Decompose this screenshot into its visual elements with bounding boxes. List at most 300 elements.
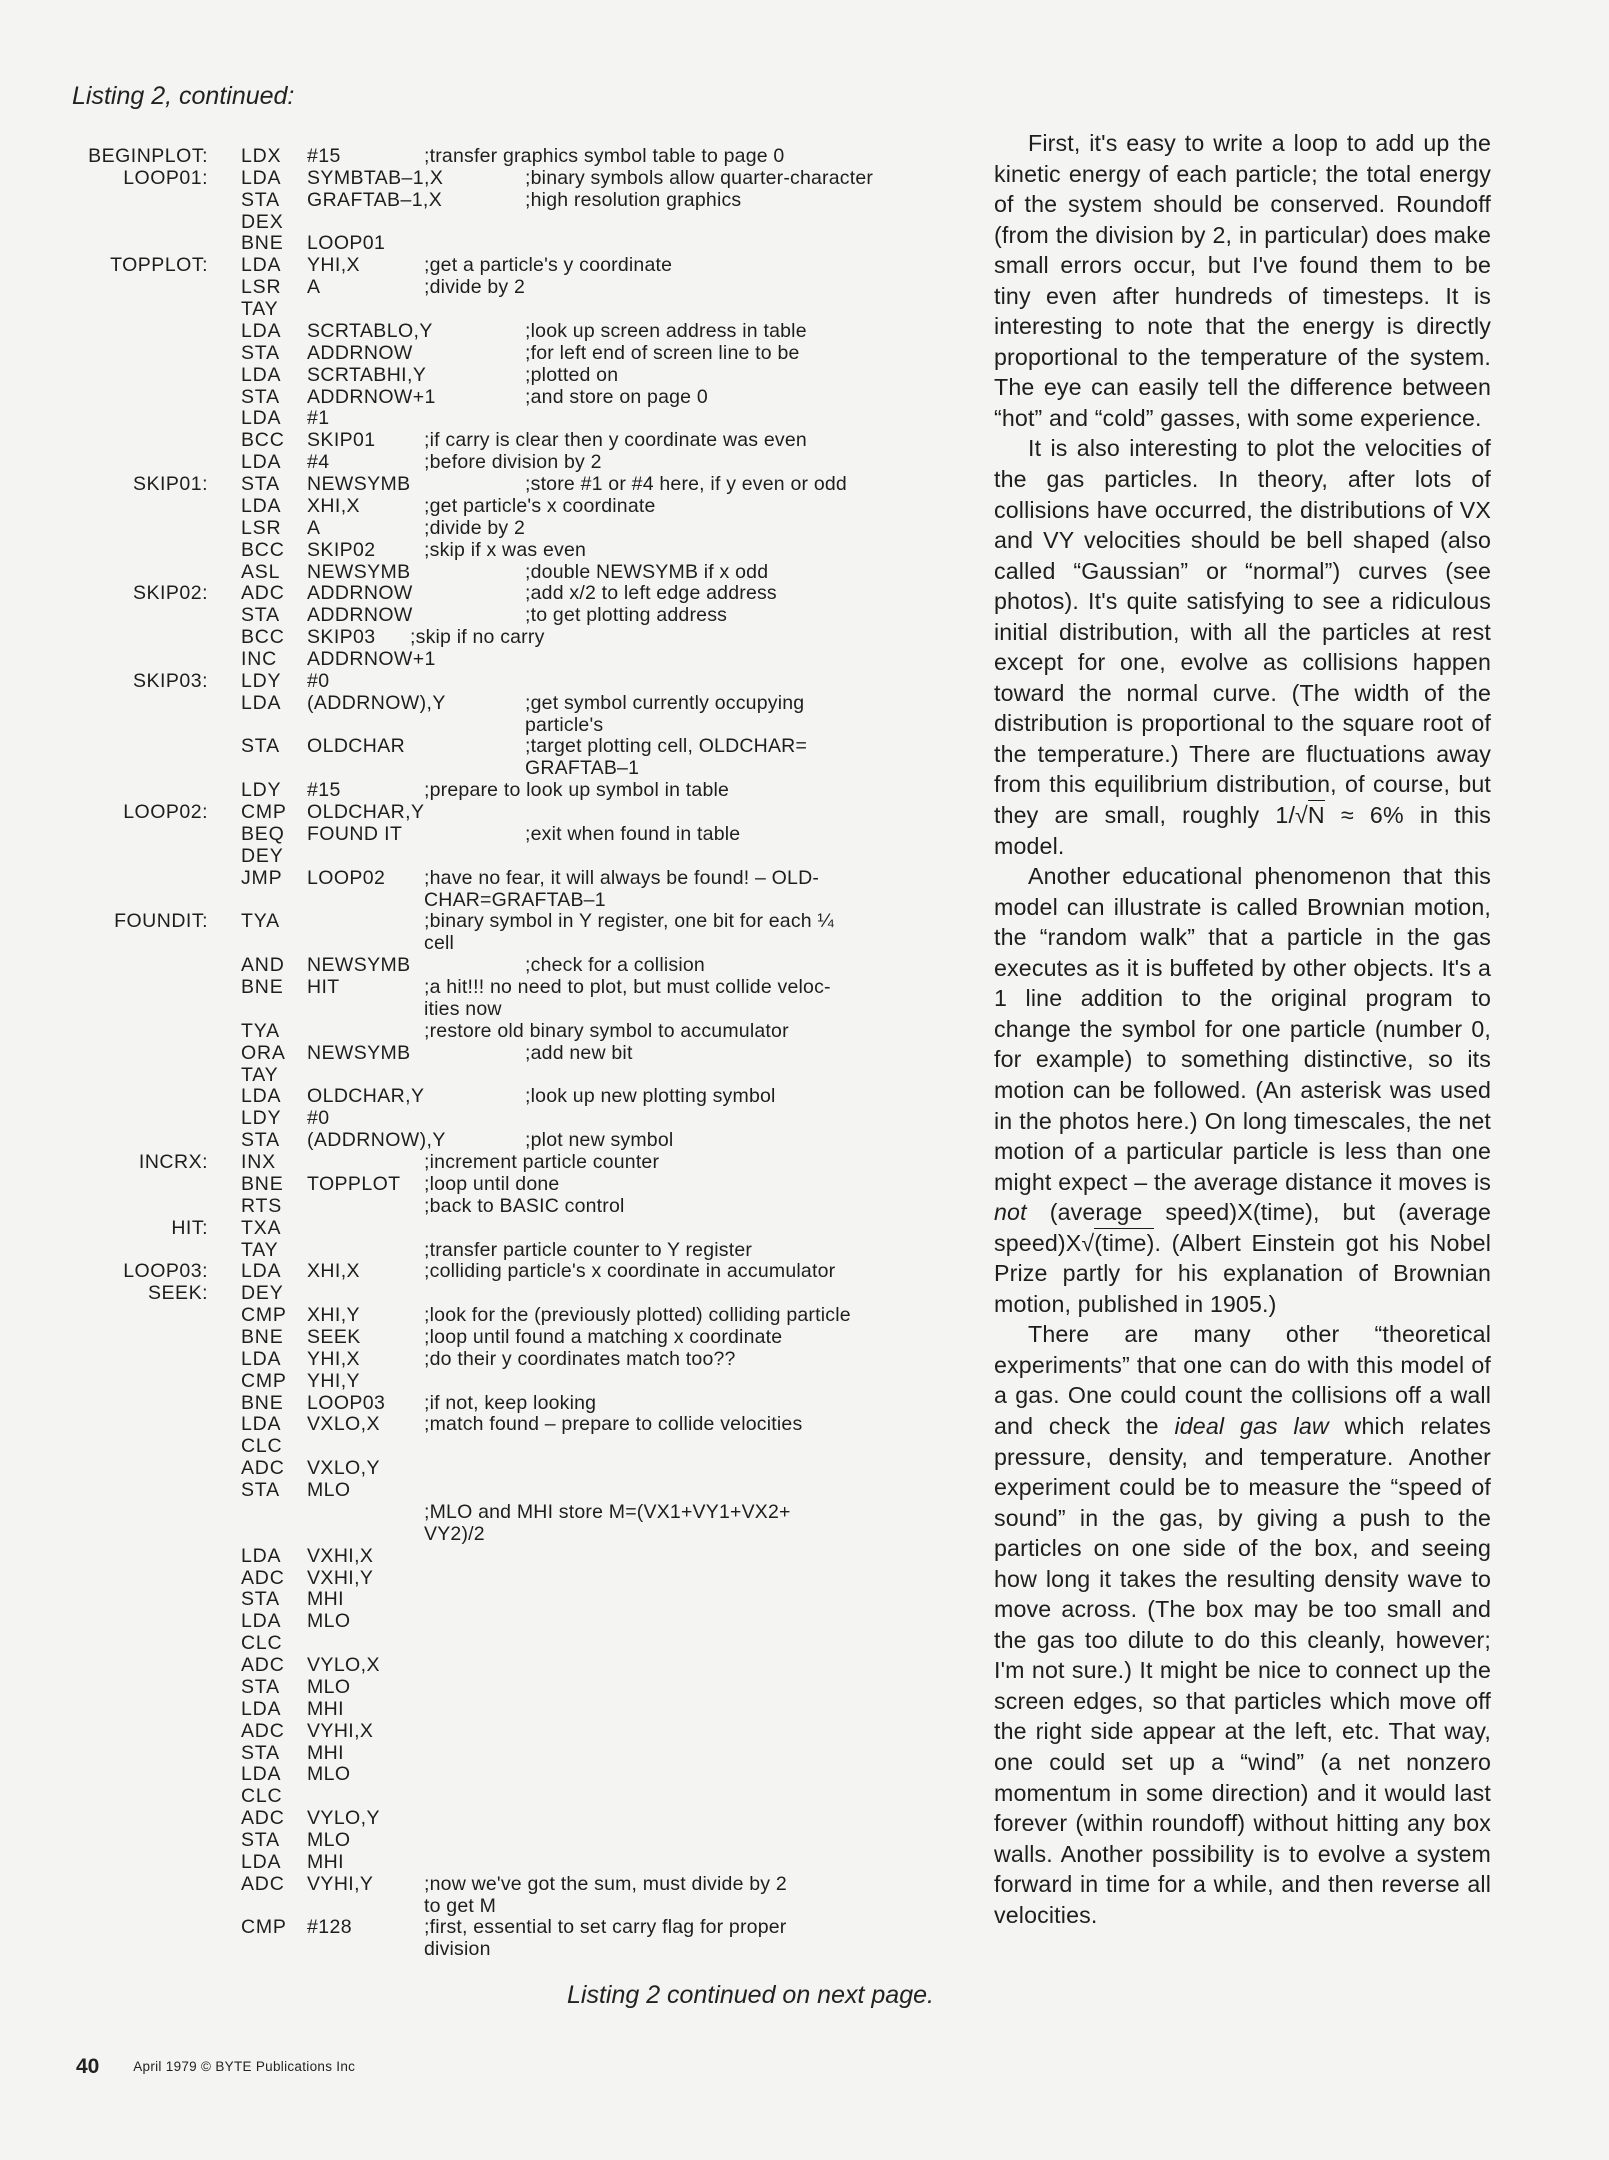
listing-opcode: BNE bbox=[241, 1391, 284, 1414]
listing-comment: ;plot new symbol bbox=[525, 1129, 674, 1152]
listing-opcode: ASL bbox=[241, 560, 281, 583]
listing-line bbox=[0, 1326, 960, 1348]
listing-opcode: LDA bbox=[241, 1697, 282, 1720]
listing-operand: MHI bbox=[307, 1588, 344, 1611]
code-listing bbox=[0, 145, 960, 1970]
listing-line bbox=[0, 407, 960, 429]
listing-comment: cell bbox=[424, 932, 455, 955]
listing-line bbox=[0, 1107, 960, 1129]
listing-line bbox=[0, 167, 960, 189]
listing-line bbox=[0, 1588, 960, 1610]
listing-comment: ;add x/2 to left edge address bbox=[525, 582, 777, 605]
listing-comment: ;divide by 2 bbox=[424, 516, 526, 539]
listing-operand: VYLO,X bbox=[307, 1654, 380, 1677]
listing-label: TOPPLOT: bbox=[110, 254, 208, 277]
listing-line bbox=[0, 779, 960, 801]
listing-operand: OLDCHAR bbox=[307, 735, 406, 758]
listing-opcode: ADC bbox=[241, 1719, 285, 1742]
listing-opcode: LDA bbox=[241, 494, 282, 517]
listing-operand: #15 bbox=[307, 145, 341, 167]
listing-opcode: STA bbox=[241, 341, 280, 364]
listing-operand: (ADDRNOW),Y bbox=[307, 1129, 446, 1152]
listing-operand: #0 bbox=[307, 1107, 330, 1130]
listing-line bbox=[0, 954, 960, 976]
listing-line bbox=[0, 998, 960, 1020]
listing-comment: division bbox=[424, 1938, 491, 1961]
listing-opcode: DEX bbox=[241, 210, 284, 233]
listing-comment: ;loop until found a matching x coordinate bbox=[424, 1325, 783, 1348]
listing-opcode: ORA bbox=[241, 1041, 286, 1064]
listing-opcode: LDA bbox=[241, 451, 282, 474]
listing-line bbox=[0, 517, 960, 539]
listing-comment: ;if not, keep looking bbox=[424, 1391, 597, 1414]
listing-opcode: ADC bbox=[241, 1807, 285, 1830]
listing-line bbox=[0, 342, 960, 364]
listing-opcode: TYA bbox=[241, 910, 280, 933]
listing-line bbox=[0, 1348, 960, 1370]
text-run: ≈ 6% in this model. bbox=[994, 802, 1492, 859]
listing-line bbox=[0, 1064, 960, 1086]
listing-operand: SCRTABHI,Y bbox=[307, 363, 427, 386]
listing-continued-note: Listing 2 continued on next page. bbox=[567, 1981, 934, 2009]
listing-opcode: STA bbox=[241, 473, 280, 496]
listing-line bbox=[0, 429, 960, 451]
text-run: which relates pressure, density, and temperature. Another experiment could be to measure the “speed of sound” in the gas, by giving a push to the particles on one side of the box, and seeing how long it takes the resulting density wave to move across. (The box may be too small and the gas too dilute to do this cleanly, however; I'm not sure.) It might be nice to connect up the screen edges, so that particles which move off the right side appear at the left, etc. That way, one could set up a “wind” (a net nonzero momentum in some direction) and it would last forever (within roundoff) without hitting any box walls. Another possibility is to evolve a system forward in time for a while, and then reverse all velocities. bbox=[994, 1412, 1491, 1928]
listing-line bbox=[0, 1151, 960, 1173]
listing-comment: ;have no fear, it will always be found! – OLD- bbox=[424, 866, 820, 889]
listing-label: SKIP02: bbox=[132, 582, 208, 605]
listing-opcode: BNE bbox=[241, 1325, 284, 1348]
listing-line bbox=[0, 1567, 960, 1589]
listing-opcode: CMP bbox=[241, 1304, 287, 1327]
listing-label: FOUNDIT: bbox=[114, 910, 208, 933]
listing-opcode: TAY bbox=[241, 298, 279, 321]
text-run: First, it's easy to write a loop to add up the kinetic energy of each particle; the total energy of the system should be conserved. Roundoff (from the division by 2, in particular) does make small errors occur, but I've found them to be tiny even after hundreds of timesteps. It is interesting to note that the energy is directly proportional to the temperature of the system. The eye can easily tell the difference between “hot” and “cold” gasses, with some experience. bbox=[994, 130, 1491, 431]
listing-comment: ;double NEWSYMB if x odd bbox=[525, 560, 769, 583]
listing-comment: ;restore old binary symbol to accumulator bbox=[424, 1019, 789, 1042]
listing-opcode: STA bbox=[241, 735, 280, 758]
listing-opcode: STA bbox=[241, 1828, 280, 1851]
listing-opcode: STA bbox=[241, 1675, 280, 1698]
listing-opcode: JMP bbox=[241, 866, 283, 889]
listing-opcode: INC bbox=[241, 648, 277, 670]
listing-comment: ities now bbox=[424, 997, 502, 1020]
listing-comment: ;target plotting cell, OLDCHAR= bbox=[525, 735, 808, 758]
listing-line bbox=[0, 1501, 960, 1523]
listing-comment: ;binary symbol in Y register, one bit for each ¼ bbox=[424, 910, 834, 933]
listing-line bbox=[0, 1654, 960, 1676]
listing-line bbox=[0, 189, 960, 211]
listing-opcode: BNE bbox=[241, 976, 284, 999]
listing-line bbox=[0, 1020, 960, 1042]
listing-operand: VXLO,Y bbox=[307, 1457, 380, 1480]
listing-line bbox=[0, 320, 960, 342]
listing-comment: ;colliding particle's x coordinate in accumulator bbox=[424, 1260, 836, 1283]
listing-opcode: BNE bbox=[241, 232, 284, 255]
listing-opcode: DEY bbox=[241, 1282, 284, 1305]
listing-line bbox=[0, 626, 960, 648]
listing-line bbox=[0, 1807, 960, 1829]
article-paragraph bbox=[994, 433, 1491, 861]
listing-operand: NEWSYMB bbox=[307, 954, 411, 977]
listing-operand: SKIP02 bbox=[307, 538, 376, 561]
listing-opcode: LSR bbox=[241, 516, 282, 539]
listing-comment: ;skip if no carry bbox=[410, 626, 545, 649]
listing-label: SKIP03: bbox=[132, 669, 208, 692]
listing-comment: ;back to BASIC control bbox=[424, 1194, 625, 1217]
text-run: It is also interesting to plot the velocities of the gas particles. In theory, after lots of collisions have occurred, the distributions of VX and VY velocities should be bell shaped (also called “Gaussian” or “normal”) curves (see photos). It's quite satisfying to see a ridiculous initial distribution, with all the particles at rest except for one, evolve as collisions happen toward the normal curve. (The width of the distribution is proportional to the square root of the temperature.) There are fluctuations away from this equilibrium distribution, of course, but they are small, roughly 1/√ bbox=[994, 435, 1491, 829]
listing-operand: #4 bbox=[307, 451, 330, 474]
listing-opcode: BEQ bbox=[241, 822, 285, 845]
listing-comment: ;store #1 or #4 here, if y even or odd bbox=[525, 473, 847, 496]
listing-line bbox=[0, 1632, 960, 1654]
emphasis-text: ideal gas law bbox=[1174, 1412, 1329, 1439]
listing-label: HIT: bbox=[171, 1216, 208, 1239]
listing-operand: XHI,Y bbox=[307, 1304, 360, 1327]
listing-line bbox=[0, 364, 960, 386]
listing-opcode: TYA bbox=[241, 1019, 280, 1042]
listing-operand: LOOP02 bbox=[307, 866, 386, 889]
listing-comment: ;prepare to look up symbol in table bbox=[424, 779, 730, 802]
listing-line bbox=[0, 1938, 960, 1960]
listing-opcode: RTS bbox=[241, 1194, 283, 1217]
listing-line bbox=[0, 845, 960, 867]
listing-line bbox=[0, 670, 960, 692]
listing-comment: ;get symbol currently occupying bbox=[525, 691, 805, 714]
listing-line bbox=[0, 867, 960, 889]
listing-operand: SKIP01 bbox=[307, 429, 376, 452]
listing-opcode: ADC bbox=[241, 1566, 285, 1589]
listing-comment: ;skip if x was even bbox=[424, 538, 587, 561]
listing-comment: ;a hit!!! no need to plot, but must collide veloc- bbox=[424, 976, 831, 999]
listing-line bbox=[0, 473, 960, 495]
listing-opcode: DEY bbox=[241, 844, 284, 867]
listing-line bbox=[0, 386, 960, 408]
listing-line bbox=[0, 823, 960, 845]
listing-line bbox=[0, 932, 960, 954]
listing-operand: ADDRNOW+1 bbox=[307, 385, 436, 408]
listing-comment: ;look up new plotting symbol bbox=[525, 1085, 776, 1108]
listing-comment: GRAFTAB–1 bbox=[525, 757, 640, 780]
listing-operand: MLO bbox=[307, 1610, 351, 1633]
listing-line bbox=[0, 889, 960, 911]
listing-operand: FOUND IT bbox=[307, 822, 403, 845]
listing-line bbox=[0, 1676, 960, 1698]
listing-comment: to get M bbox=[424, 1894, 497, 1917]
listing-opcode: ADC bbox=[241, 582, 285, 605]
listing-opcode: CLC bbox=[241, 1785, 283, 1808]
listing-line bbox=[0, 801, 960, 823]
listing-operand: LOOP03 bbox=[307, 1391, 386, 1414]
listing-line bbox=[0, 757, 960, 779]
listing-operand: VYLO,Y bbox=[307, 1807, 380, 1830]
listing-operand: A bbox=[307, 516, 321, 539]
text-run: There are many other “theoretical experiments” that one can do with this model of a gas. One could count the collisions off a wall and check the bbox=[994, 1321, 1491, 1439]
listing-comment: ;get a particle's y coordinate bbox=[424, 254, 673, 277]
listing-line bbox=[0, 1785, 960, 1807]
listing-operand: NEWSYMB bbox=[307, 1041, 411, 1064]
listing-opcode: LSR bbox=[241, 276, 282, 299]
listing-opcode: BCC bbox=[241, 429, 285, 452]
listing-line bbox=[0, 211, 960, 233]
emphasis-text: not bbox=[994, 1199, 1027, 1226]
listing-label: LOOP02: bbox=[123, 801, 208, 824]
listing-comment: ;loop until done bbox=[424, 1172, 560, 1195]
listing-comment: ;MLO and MHI store M=(VX1+VY1+VX2+ bbox=[424, 1500, 791, 1523]
listing-line bbox=[0, 232, 960, 254]
listing-opcode: LDY bbox=[241, 669, 282, 692]
listing-opcode: TAY bbox=[241, 1238, 279, 1261]
listing-operand: TOPPLOT bbox=[307, 1172, 401, 1195]
listing-operand: VXLO,X bbox=[307, 1413, 380, 1436]
listing-operand: NEWSYMB bbox=[307, 473, 411, 496]
listing-comment: ;transfer particle counter to Y register bbox=[424, 1238, 753, 1261]
listing-opcode: LDA bbox=[241, 407, 282, 430]
listing-operand: MLO bbox=[307, 1675, 351, 1698]
listing-line bbox=[0, 648, 960, 670]
listing-operand: YHI,Y bbox=[307, 1369, 360, 1392]
listing-line bbox=[0, 495, 960, 517]
listing-operand: OLDCHAR,Y bbox=[307, 1085, 425, 1108]
listing-operand: ADDRNOW+1 bbox=[307, 648, 436, 670]
listing-line bbox=[0, 692, 960, 714]
listing-opcode: CMP bbox=[241, 1916, 287, 1939]
listing-line bbox=[0, 1217, 960, 1239]
listing-opcode: LDA bbox=[241, 1347, 282, 1370]
listing-comment: ;transfer graphics symbol table to page 0 bbox=[424, 145, 785, 167]
listing-operand: VYHI,Y bbox=[307, 1872, 374, 1895]
listing-comment: ;for left end of screen line to be bbox=[525, 341, 800, 364]
listing-comment: ;increment particle counter bbox=[424, 1151, 660, 1174]
listing-line bbox=[0, 1610, 960, 1632]
listing-opcode: LDA bbox=[241, 1850, 282, 1873]
listing-line bbox=[0, 1479, 960, 1501]
listing-opcode: LDA bbox=[241, 254, 282, 277]
listing-heading: Listing 2, continued: bbox=[72, 82, 295, 110]
listing-opcode: TXA bbox=[241, 1216, 282, 1239]
listing-opcode: BCC bbox=[241, 538, 285, 561]
listing-comment: ;high resolution graphics bbox=[525, 188, 742, 211]
listing-operand: #128 bbox=[307, 1916, 352, 1939]
listing-opcode: BCC bbox=[241, 626, 285, 649]
listing-line bbox=[0, 582, 960, 604]
listing-line bbox=[0, 254, 960, 276]
listing-line bbox=[0, 1173, 960, 1195]
listing-label: LOOP03: bbox=[123, 1260, 208, 1283]
listing-line bbox=[0, 1895, 960, 1917]
listing-comment: ;do their y coordinates match too?? bbox=[424, 1347, 736, 1370]
listing-line bbox=[0, 714, 960, 736]
listing-line bbox=[0, 1042, 960, 1064]
article-paragraph bbox=[994, 1319, 1491, 1930]
listing-line bbox=[0, 1195, 960, 1217]
listing-opcode: LDA bbox=[241, 363, 282, 386]
listing-operand: GRAFTAB–1,X bbox=[307, 188, 443, 211]
listing-operand: YHI,X bbox=[307, 254, 360, 277]
listing-comment: ;look for the (previously plotted) colliding particle bbox=[424, 1304, 851, 1327]
listing-operand: ADDRNOW bbox=[307, 604, 413, 627]
listing-comment: ;check for a collision bbox=[525, 954, 705, 977]
listing-operand: XHI,X bbox=[307, 494, 360, 517]
listing-operand: #15 bbox=[307, 779, 341, 802]
listing-label: SKIP01: bbox=[132, 473, 208, 496]
listing-operand: A bbox=[307, 276, 321, 299]
listing-line bbox=[0, 910, 960, 932]
listing-opcode: ADC bbox=[241, 1872, 285, 1895]
article-paragraph bbox=[994, 861, 1491, 1319]
listing-opcode: STA bbox=[241, 1741, 280, 1764]
listing-line bbox=[0, 561, 960, 583]
listing-opcode: STA bbox=[241, 1129, 280, 1152]
listing-opcode: LDA bbox=[241, 1763, 282, 1786]
listing-line bbox=[0, 1085, 960, 1107]
listing-opcode: LDA bbox=[241, 166, 282, 189]
listing-opcode: LDA bbox=[241, 319, 282, 342]
listing-line bbox=[0, 298, 960, 320]
article-paragraph bbox=[994, 128, 1491, 433]
listing-comment: ;look up screen address in table bbox=[525, 319, 807, 342]
listing-opcode: BNE bbox=[241, 1172, 284, 1195]
page-number: 40 bbox=[76, 2055, 100, 2078]
page-footer bbox=[76, 2055, 355, 2079]
listing-opcode: STA bbox=[241, 385, 280, 408]
listing-opcode: CMP bbox=[241, 1369, 287, 1392]
listing-operand: VXHI,Y bbox=[307, 1566, 374, 1589]
listing-comment: particle's bbox=[525, 713, 604, 736]
listing-line bbox=[0, 735, 960, 757]
listing-comment: ;add new bit bbox=[525, 1041, 633, 1064]
listing-line bbox=[0, 1720, 960, 1742]
listing-line bbox=[0, 976, 960, 998]
listing-line bbox=[0, 1698, 960, 1720]
listing-opcode: LDY bbox=[241, 1107, 282, 1130]
listing-opcode: CLC bbox=[241, 1435, 283, 1458]
text-run: (time) bbox=[1094, 1229, 1155, 1256]
listing-label: BEGINPLOT: bbox=[88, 145, 208, 167]
listing-label: LOOP01: bbox=[123, 166, 208, 189]
listing-line bbox=[0, 1413, 960, 1435]
listing-line bbox=[0, 604, 960, 626]
listing-operand: VYHI,X bbox=[307, 1719, 374, 1742]
listing-operand: SCRTABLO,Y bbox=[307, 319, 433, 342]
listing-opcode: STA bbox=[241, 604, 280, 627]
listing-opcode: AND bbox=[241, 954, 285, 977]
listing-operand: NEWSYMB bbox=[307, 560, 411, 583]
listing-opcode: LDA bbox=[241, 1610, 282, 1633]
listing-line bbox=[0, 539, 960, 561]
listing-line bbox=[0, 1851, 960, 1873]
listing-operand: LOOP01 bbox=[307, 232, 386, 255]
listing-operand: YHI,X bbox=[307, 1347, 360, 1370]
listing-operand: MHI bbox=[307, 1697, 344, 1720]
listing-operand: OLDCHAR,Y bbox=[307, 801, 425, 824]
listing-operand: SKIP03 bbox=[307, 626, 376, 649]
listing-line bbox=[0, 451, 960, 473]
listing-opcode: ADC bbox=[241, 1654, 285, 1677]
listing-line bbox=[0, 1457, 960, 1479]
listing-opcode: LDY bbox=[241, 779, 282, 802]
listing-line bbox=[0, 1545, 960, 1567]
listing-opcode: LDA bbox=[241, 1413, 282, 1436]
listing-operand: ADDRNOW bbox=[307, 582, 413, 605]
listing-operand: MHI bbox=[307, 1741, 344, 1764]
listing-opcode: LDA bbox=[241, 691, 282, 714]
listing-line bbox=[0, 1282, 960, 1304]
listing-line bbox=[0, 1260, 960, 1282]
listing-opcode: INX bbox=[241, 1151, 276, 1174]
listing-comment: ;now we've got the sum, must divide by 2 bbox=[424, 1872, 787, 1895]
listing-comment: ;if carry is clear then y coordinate was even bbox=[424, 429, 807, 452]
listing-opcode: LDA bbox=[241, 1260, 282, 1283]
listing-operand: SEEK bbox=[307, 1325, 361, 1348]
listing-operand: ADDRNOW bbox=[307, 341, 413, 364]
listing-opcode: LDX bbox=[241, 145, 282, 167]
listing-line bbox=[0, 1392, 960, 1414]
listing-opcode: LDA bbox=[241, 1544, 282, 1567]
listing-opcode: STA bbox=[241, 188, 280, 211]
listing-opcode: CMP bbox=[241, 801, 287, 824]
listing-label: SEEK: bbox=[148, 1282, 208, 1305]
listing-opcode: STA bbox=[241, 1588, 280, 1611]
listing-line bbox=[0, 1523, 960, 1545]
listing-operand: XHI,X bbox=[307, 1260, 360, 1283]
listing-line bbox=[0, 1239, 960, 1261]
listing-comment: ;before division by 2 bbox=[424, 451, 602, 474]
text-run: Another educational phenomenon that this model can illustrate is called Brownian motion, the “random walk” that a particle in the gas executes as it is buffeted by other objects. It's a 1 line addition to the original program to change the symbol for one particle (number 0, for example) to something distinctive, so its motion can be followed. (An asterisk was used in the photos here.) On long timescales, the net motion of a particular particle is less than one might expect – the average distance it moves is bbox=[994, 863, 1491, 1195]
listing-operand: MHI bbox=[307, 1850, 344, 1873]
listing-comment: ;to get plotting address bbox=[525, 604, 728, 627]
listing-operand: #1 bbox=[307, 407, 330, 430]
listing-operand: HIT bbox=[307, 976, 340, 999]
text-run: . (Albert Einstein got his Nobel Prize partly for his explanation of Brownian motion, published in 1905.) bbox=[994, 1229, 1491, 1317]
listing-line bbox=[0, 1370, 960, 1392]
listing-opcode: LDA bbox=[241, 1085, 282, 1108]
listing-comment: ;exit when found in table bbox=[525, 822, 741, 845]
listing-opcode: STA bbox=[241, 1479, 280, 1502]
listing-opcode: CLC bbox=[241, 1632, 283, 1655]
listing-comment: CHAR=GRAFTAB–1 bbox=[424, 888, 606, 911]
listing-comment: ;plotted on bbox=[525, 363, 619, 386]
listing-comment: ;match found – prepare to collide velocities bbox=[424, 1413, 803, 1436]
listing-operand: MLO bbox=[307, 1828, 351, 1851]
publication-line: April 1979 © BYTE Publications Inc bbox=[133, 2059, 356, 2074]
listing-line bbox=[0, 1742, 960, 1764]
listing-line bbox=[0, 276, 960, 298]
listing-operand: MLO bbox=[307, 1479, 351, 1502]
listing-operand: VXHI,X bbox=[307, 1544, 374, 1567]
listing-line bbox=[0, 1916, 960, 1938]
listing-operand: #0 bbox=[307, 669, 330, 692]
listing-operand: SYMBTAB–1,X bbox=[307, 166, 444, 189]
listing-line bbox=[0, 1763, 960, 1785]
listing-opcode: TAY bbox=[241, 1063, 279, 1086]
listing-line bbox=[0, 1873, 960, 1895]
listing-comment: ;binary symbols allow quarter-character bbox=[525, 166, 874, 189]
text-run: N bbox=[1307, 802, 1325, 829]
listing-line bbox=[0, 1129, 960, 1151]
listing-operand: (ADDRNOW),Y bbox=[307, 691, 446, 714]
listing-comment: ;get particle's x coordinate bbox=[424, 494, 656, 517]
listing-line bbox=[0, 1304, 960, 1326]
listing-line bbox=[0, 1435, 960, 1457]
article-body bbox=[994, 128, 1491, 1930]
listing-line bbox=[0, 1829, 960, 1851]
listing-comment: VY2)/2 bbox=[424, 1522, 485, 1545]
listing-comment: ;first, essential to set carry flag for proper bbox=[424, 1916, 787, 1939]
listing-operand: MLO bbox=[307, 1763, 351, 1786]
listing-line bbox=[0, 145, 960, 167]
listing-comment: ;and store on page 0 bbox=[525, 385, 708, 408]
